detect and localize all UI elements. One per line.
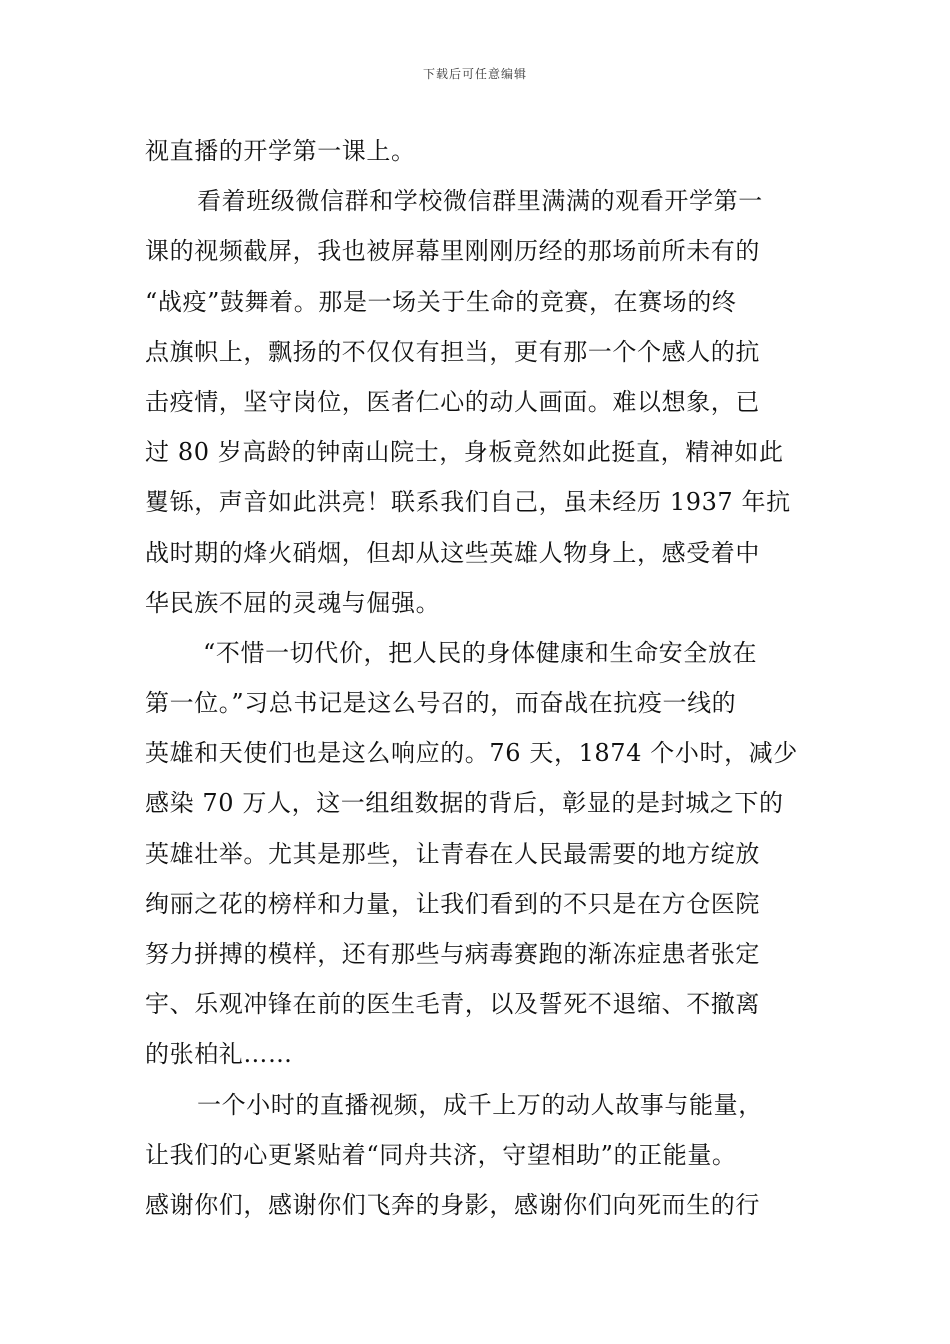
text-line: 战时期的烽火硝烟，但却从这些英雄人物身上，感受着中 — [145, 538, 760, 567]
paragraph-start-line: 看着班级微信群和学校微信群里满满的观看开学第一 — [197, 187, 763, 216]
text-line: 矍铄，声音如此洪亮！联系我们自己，虽未经历 1937 年抗 — [145, 488, 791, 517]
text-line: 华民族不屈的灵魂与倔强。 — [145, 588, 441, 617]
text-line: 课的视频截屏，我也被屏幕里刚刚历经的那场前所未有的 — [145, 237, 760, 266]
text-line: 英雄壮举。尤其是那些，让青春在人民最需要的地方绽放 — [145, 839, 760, 868]
text-line: 视直播的开学第一课上。 — [145, 137, 416, 165]
text-line: 感谢你们，感谢你们飞奔的身影，感谢你们向死而生的行 — [145, 1190, 760, 1219]
text-line: 击疫情，坚守岗位，医者仁心的动人画面。难以想象，已 — [145, 387, 760, 416]
text-line: 过 80 岁高龄的钟南山院士，身板竟然如此挺直，精神如此 — [145, 438, 784, 467]
text-line: 点旗帜上，飘扬的不仅仅有担当，更有那一个个感人的抗 — [145, 337, 760, 366]
paragraph-start-line: “不惜一切代价，把人民的身体健康和生命安全放在 — [203, 638, 758, 667]
text-line: 的张柏礼…… — [145, 1040, 293, 1069]
text-line: 让我们的心更紧贴着“同舟共济，守望相助”的正能量。 — [145, 1140, 737, 1169]
text-line: 努力拼搏的模样，还有那些与病毒赛跑的渐冻症患者张定 — [145, 940, 760, 968]
text-line: 英雄和天使们也是这么响应的。76 天，1874 个小时，减少 — [145, 739, 798, 768]
document-body — [145, 126, 810, 1230]
text-line: “战疫”鼓舞着。那是一场关于生命的竞赛，在赛场的终 — [145, 287, 737, 316]
text-line: 感染 70 万人，这一组组数据的背后，彰显的是封城之下的 — [145, 789, 784, 818]
text-line: 第一位。”习总书记是这么号召的，而奋战在抗疫一线的 — [145, 689, 737, 718]
text-line: 宇、乐观冲锋在前的医生毛青，以及誓死不退缩、不撤离 — [145, 990, 760, 1019]
text-line: 绚丽之花的榜样和力量，让我们看到的不只是在方仓医院 — [145, 889, 760, 918]
page-header: 下载后可任意编辑 — [422, 67, 527, 81]
paragraph-start-line: 一个小时的直播视频，成千上万的动人故事与能量， — [197, 1090, 763, 1119]
